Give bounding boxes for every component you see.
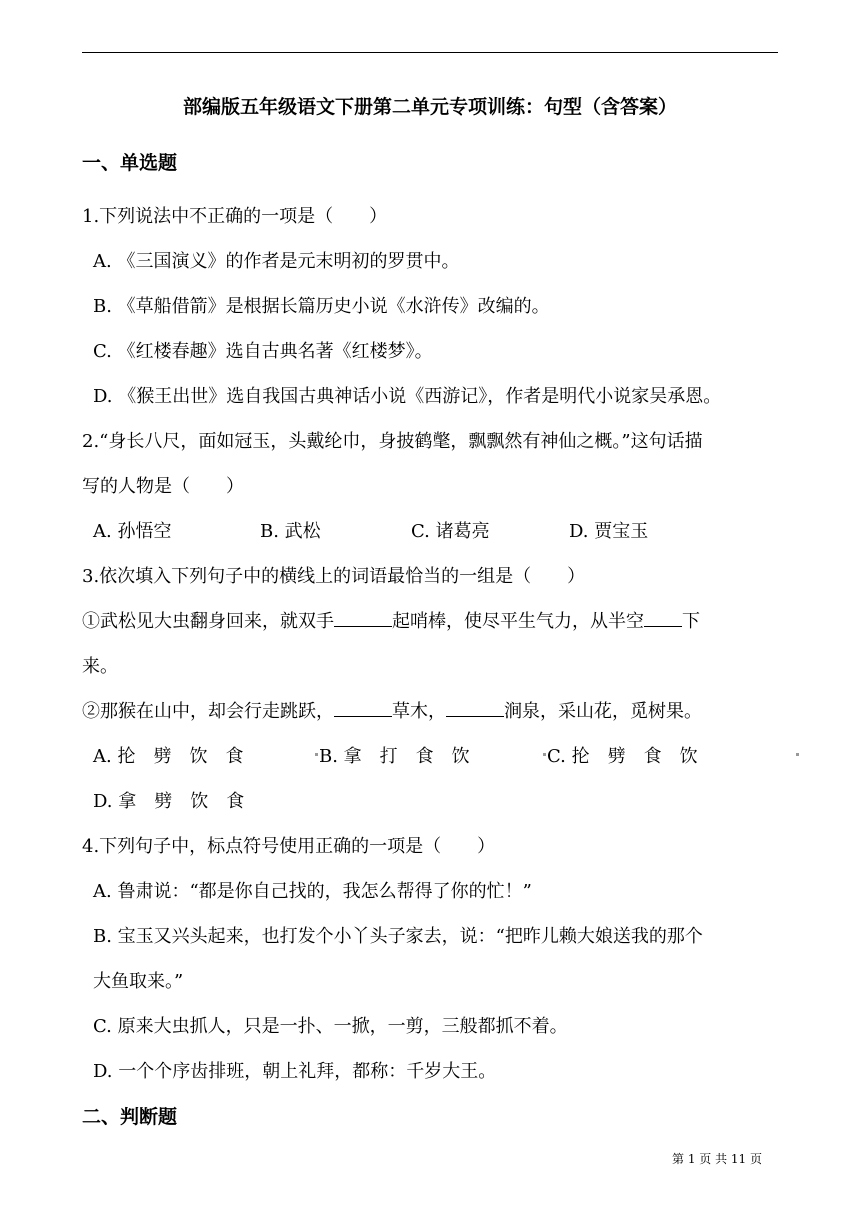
section-heading-single-choice: 一、单选题: [82, 152, 178, 174]
question-2-option-c: C. 诸葛亮: [411, 521, 490, 542]
question-2-option-a: A. 孙悟空: [93, 521, 172, 542]
sentence-2-part-3: 涧泉，采山花，觅树果。: [504, 701, 702, 722]
fill-blank-4: [446, 700, 504, 717]
sentence-2-part-2: 草木，: [392, 701, 446, 722]
question-1-option-d: D. 《猴王出世》选自我国古典神话小说《西游记》，作者是明代小说家吴承恩。: [93, 386, 722, 407]
question-3-stem: 3.依次填入下列句子中的横线上的词语最恰当的一组是（ ）: [82, 566, 586, 587]
document-title: 部编版五年级语文下册第二单元专项训练：句型（含答案）: [182, 96, 677, 118]
question-4-option-b-line-2: 大鱼取来。”: [93, 971, 184, 992]
page-number: 第 1 页 共 11 页: [672, 1152, 762, 1166]
field-marker-dot: [543, 753, 546, 756]
question-3-option-c: C. 抡 劈 食 饮: [547, 746, 698, 767]
fill-blank-2: [644, 610, 682, 627]
question-2-stem-line-2: 写的人物是（ ）: [82, 476, 244, 497]
question-4-option-c: C. 原来大虫抓人，只是一扑、一掀，一剪，三般都抓不着。: [93, 1016, 568, 1037]
question-3-option-b: B. 拿 打 食 饮: [319, 746, 470, 767]
question-3-sentence-1-end: 来。: [82, 656, 118, 677]
fill-blank-3: [334, 700, 392, 717]
question-2-option-b: B. 武松: [260, 521, 321, 542]
sentence-1-part-3: 下: [682, 611, 700, 632]
question-1-option-a: A. 《三国演义》的作者是元末明初的罗贯中。: [93, 251, 460, 272]
fill-blank-1: [334, 610, 392, 627]
question-4-option-d: D. 一个个序齿排班，朝上礼拜，都称：千岁大王。: [93, 1061, 497, 1082]
question-1-stem: 1.下列说法中不正确的一项是（ ）: [82, 206, 388, 227]
question-3-option-a: A. 抡 劈 饮 食: [93, 746, 244, 767]
question-3-sentence-2: [82, 697, 782, 723]
question-3-sentence-1: [82, 607, 782, 633]
question-2-stem-line-1: 2.“身长八尺，面如冠玉，头戴纶巾，身披鹤氅，飘飘然有神仙之概。”这句话描: [82, 431, 703, 452]
question-1-option-b: B. 《草船借箭》是根据长篇历史小说《水浒传》改编的。: [93, 296, 550, 317]
sentence-1-part-1: ①武松见大虫翻身回来，就双手: [82, 611, 334, 632]
header-rule: [82, 52, 778, 53]
sentence-2-part-1: ②那猴在山中，却会行走跳跃，: [82, 701, 334, 722]
question-4-stem: 4.下列句子中，标点符号使用正确的一项是（ ）: [82, 836, 496, 857]
question-4-option-a: A. 鲁肃说：“都是你自己找的，我怎么帮得了你的忙！”: [93, 881, 532, 902]
question-3-option-d: D. 拿 劈 饮 食: [93, 791, 245, 812]
sentence-1-part-2: 起哨棒，使尽平生气力，从半空: [392, 611, 644, 632]
section-heading-true-false: 二、判断题: [82, 1106, 178, 1128]
question-2-option-d: D. 贾宝玉: [569, 521, 649, 542]
field-marker-dot: [315, 753, 318, 756]
question-4-option-b-line-1: B. 宝玉又兴头起来，也打发个小丫头子家去，说：“把昨儿赖大娘送我的那个: [93, 926, 703, 947]
question-1-option-c: C. 《红楼春趣》选自古典名著《红楼梦》。: [93, 341, 433, 362]
field-marker-dot: [796, 753, 799, 756]
